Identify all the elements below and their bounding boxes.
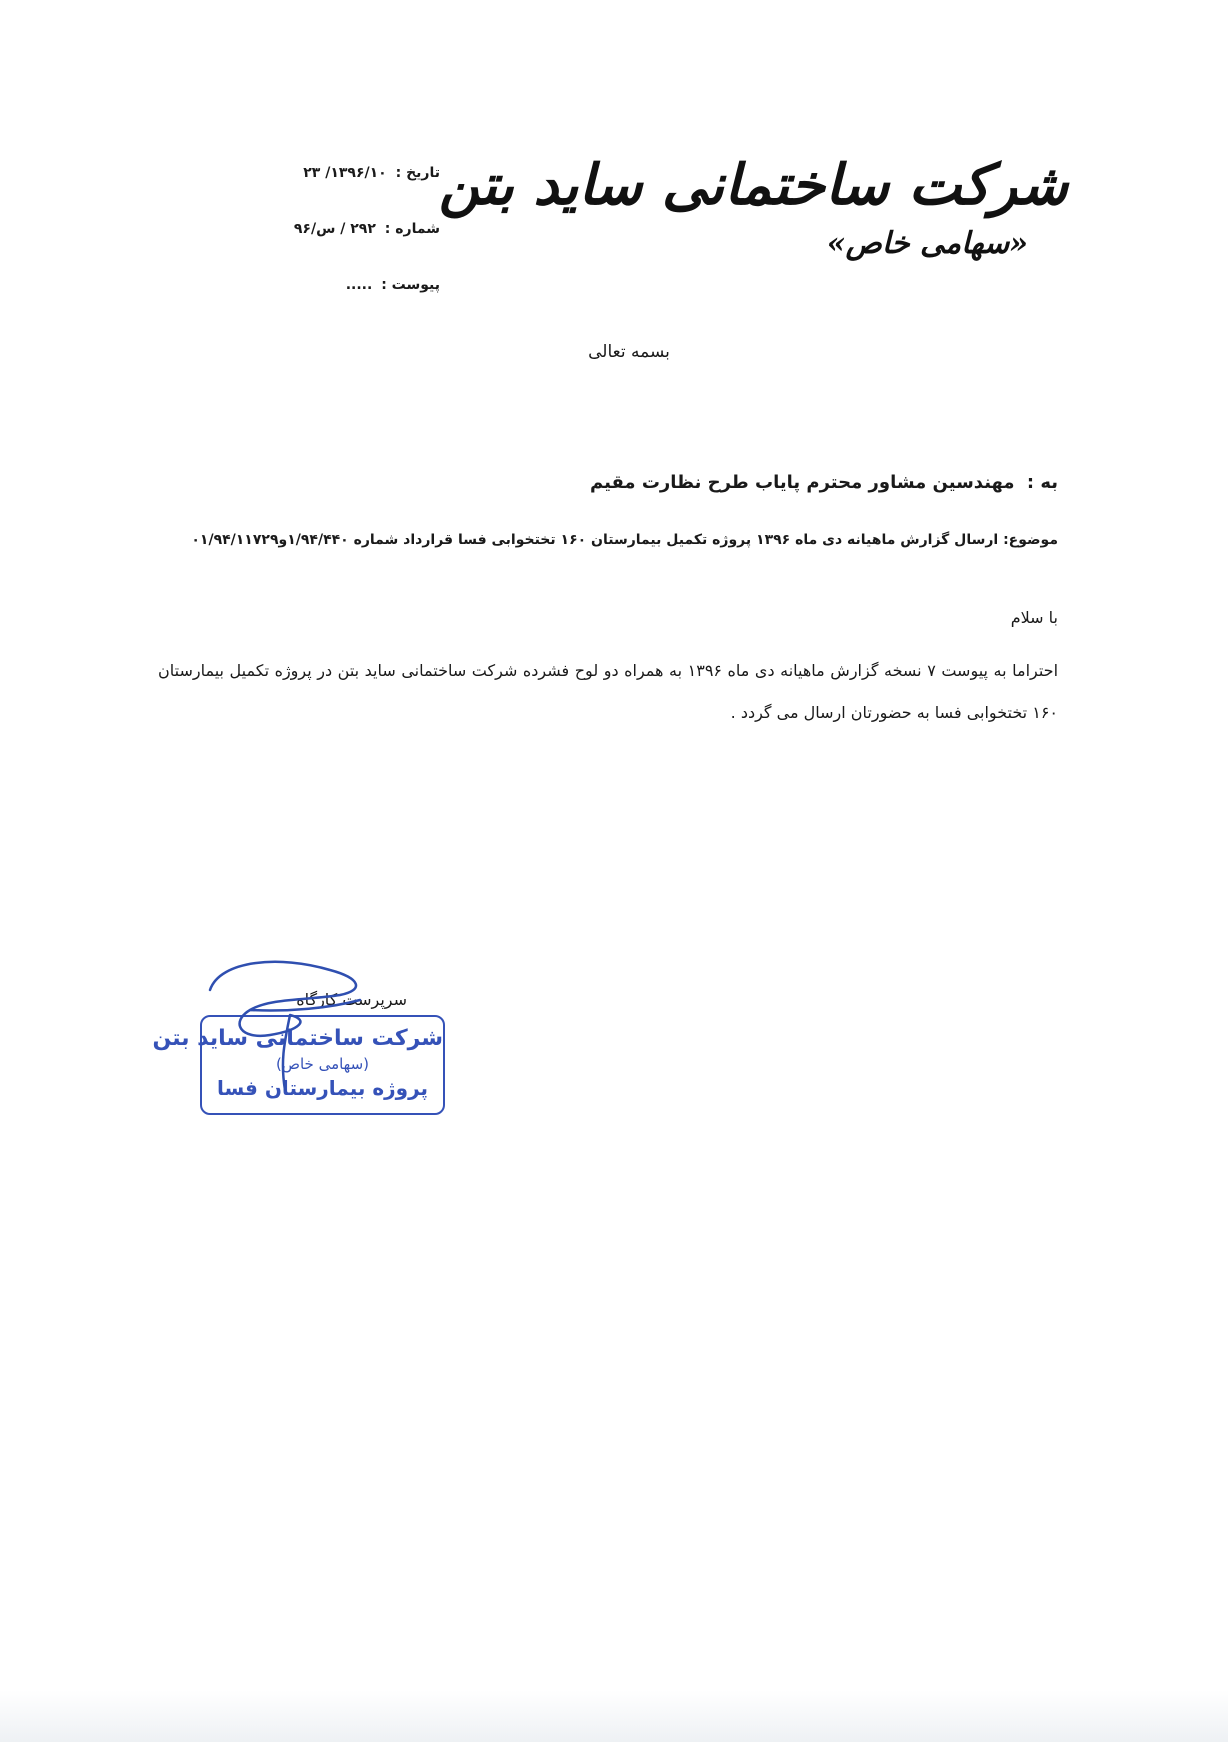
company-logo — [438, 150, 1068, 264]
recipient-value: مهندسین مشاور محترم پایاب طرح نظارت مقیم — [590, 472, 1015, 493]
invocation: بسمه تعالی — [588, 342, 670, 362]
greeting: با سلام — [1010, 608, 1058, 627]
attachment-line — [240, 274, 440, 296]
date-value: ۱۳۹۶/۱۰/ ۲۳ — [303, 165, 387, 181]
handwritten-signature — [190, 950, 430, 1100]
date-line — [240, 162, 440, 184]
recipient-label: به : — [1026, 472, 1058, 493]
subject-label: موضوع: — [1003, 532, 1058, 548]
date-label: تاریخ : — [395, 165, 440, 181]
number-value: ۲۹۲ / س/۹۶ — [293, 221, 376, 237]
attachment-label: پیوست : — [381, 277, 440, 293]
stamp-project-name: پروژه بیمارستان فسا — [216, 1076, 429, 1100]
number-label: شماره : — [384, 221, 440, 237]
recipient-line — [158, 468, 1058, 498]
subject-line — [158, 528, 1058, 552]
scan-bottom-edge — [0, 1690, 1228, 1742]
letter-body: احتراما به پیوست ۷ نسخه گزارش ماهیانه دی ماه ۱۳۹۶ به همراه دو لوح فشرده شرکت ساختمانی ساید بتن در پروژه تکمیل بیمارستان ۱۶۰ تختخوابی فسا به حضورتان ارسال می گردد . — [158, 661, 1059, 722]
stamp-company-type: (سهامی خاص) — [275, 1055, 370, 1073]
stamp-company-name: شرکت ساختمانی ساید بتن — [152, 1026, 443, 1051]
signer-title: سرپرست کارگاه — [296, 990, 407, 1009]
attachment-value: ..... — [345, 277, 373, 293]
letter-meta — [240, 162, 440, 330]
company-type: «سهامی خاص» — [826, 226, 1028, 261]
letter-content — [158, 468, 1058, 734]
number-line — [240, 218, 440, 240]
company-name: شرکت ساختمانی ساید بتن — [438, 152, 1068, 218]
subject-value: ارسال گزارش ماهیانه دی ماه ۱۳۹۶ پروژه تکمیل بیمارستان ۱۶۰ تختخوابی فسا قرارداد شماره ۱/۹۴/۴۴۰و۰۱/۹۴/۱۱۷۲۹ — [191, 532, 999, 548]
